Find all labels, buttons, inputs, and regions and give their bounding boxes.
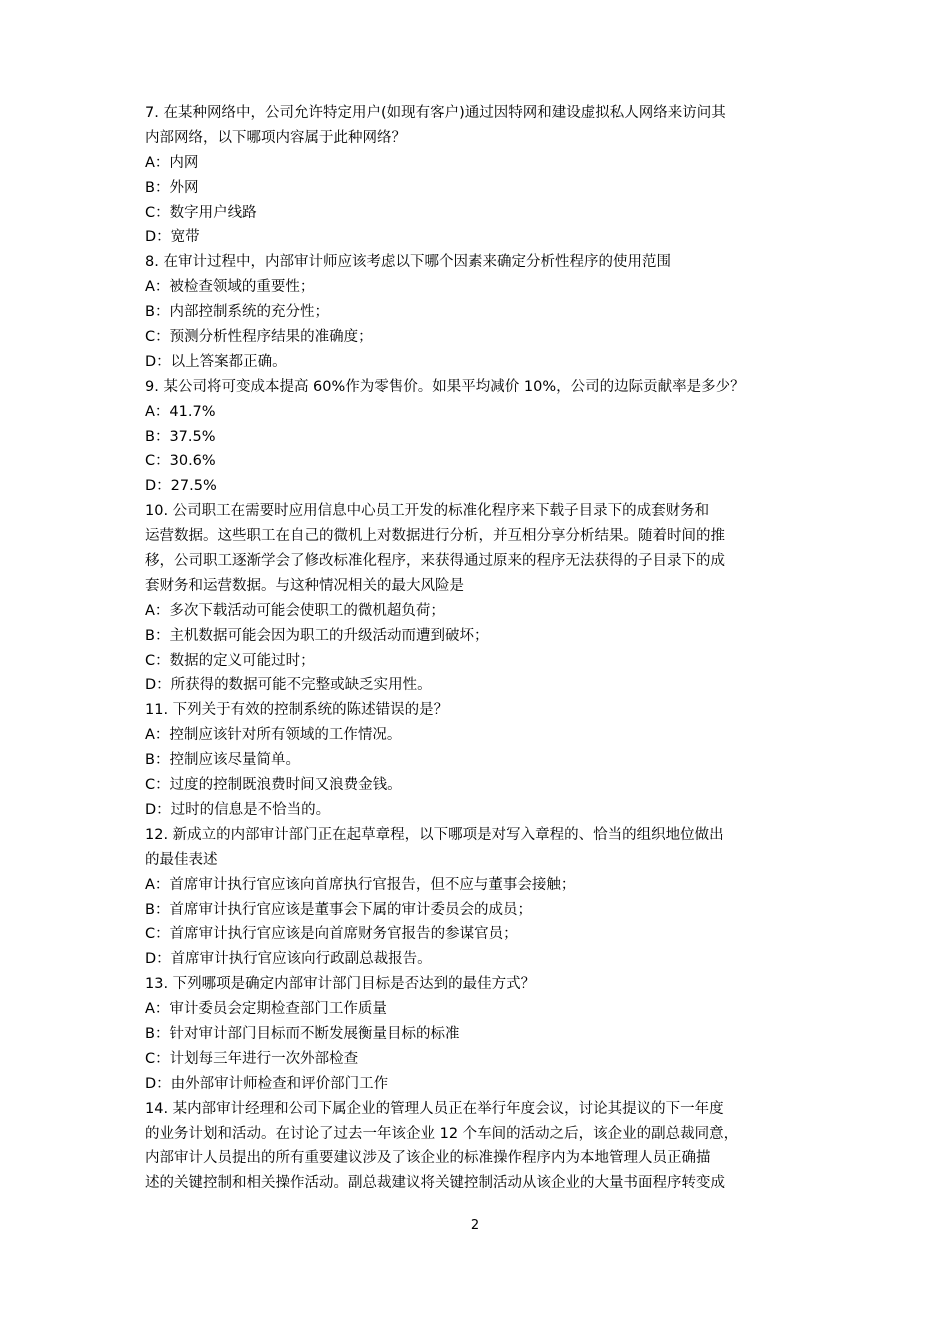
text-line: A：41.7%: [145, 403, 216, 420]
page-number: 2: [470, 1218, 480, 1233]
text-line: A：多次下载活动可能会使职工的微机超负荷；: [145, 602, 445, 619]
text-line: 11. 下列关于有效的控制系统的陈述错误的是？: [145, 702, 449, 719]
text-line: 7. 在某种网络中，公司允许特定用户(如现有客户)通过因特网和建设虚拟私人网络来访问其: [145, 105, 726, 121]
text-line: 运营数据。这些职工在自己的微机上对数据进行分析，并互相分享分析结果。随着时间的推: [145, 528, 725, 545]
text-line: 10. 公司职工在需要时应用信息中心员工开发的标准化程序来下载子目录下的成套财务和: [145, 503, 710, 520]
text-line: A：内网: [145, 154, 199, 171]
text-line: A：被检查领域的重要性；: [145, 279, 315, 296]
text-line: 移，公司职工逐渐学会了修改标准化程序，来获得通过原来的程序无法获得的子目录下的成: [145, 553, 725, 570]
text-line: D：宽带: [145, 229, 200, 246]
text-line: D：以上答案都正确。: [145, 353, 287, 370]
text-line: 套财务和运营数据。与这种情况相关的最大风险是: [145, 577, 464, 594]
text-line: 9. 某公司将可变成本提高 60%作为零售价。如果平均减价 10%，公司的边际贡献率是多少？: [145, 378, 745, 395]
text-line: B：外网: [145, 179, 199, 196]
text-line: C：数据的定义可能过时；: [145, 652, 315, 669]
text-line: A：控制应该针对所有领域的工作情况。: [145, 727, 402, 744]
text-line: 的最佳表述: [145, 851, 218, 868]
text-line: 12. 新成立的内部审计部门正在起草章程，以下哪项是对写入章程的、恰当的组织地位做出: [145, 826, 724, 843]
text-line: D：所获得的数据可能不完整或缺乏实用性。: [145, 677, 432, 694]
text-line: C：数字用户线路: [145, 204, 257, 221]
text-line: B：37.5%: [145, 428, 216, 445]
text-line: 14. 某内部审计经理和公司下属企业的管理人员正在举行年度会议，讨论其提议的下一年度: [145, 1100, 724, 1117]
text-line: 的业务计划和活动。在讨论了过去一年该企业 12 个车间的活动之后，该企业的副总裁同意，: [145, 1125, 739, 1142]
text-line: C：预测分析性程序结果的准确度；: [145, 329, 373, 346]
text-line: B：首席审计执行官应该是董事会下属的审计委员会的成员；: [145, 901, 532, 918]
document-body: [145, 101, 817, 1196]
text-line: 内部网络，以下哪项内容属于此种网络？: [145, 129, 406, 146]
text-line: B：主机数据可能会因为职工的升级活动而遭到破坏；: [145, 627, 489, 644]
text-line: D：27.5%: [145, 478, 217, 495]
text-line: 8. 在审计过程中，内部审计师应该考虑以下哪个因素来确定分析性程序的使用范围: [145, 254, 671, 271]
text-line: 述的关键控制和相关操作活动。副总裁建议将关键控制活动从该企业的大量书面程序转变成: [145, 1175, 725, 1192]
text-line: C：过度的控制既浪费时间又浪费金钱。: [145, 777, 402, 794]
text-line: A：审计委员会定期检查部门工作质量: [145, 1001, 387, 1018]
text-line: D：过时的信息是不恰当的。: [145, 801, 331, 818]
text-line: D：由外部审计师检查和评价部门工作: [145, 1075, 389, 1092]
text-line: C：30.6%: [145, 453, 216, 470]
text-line: B：控制应该尽量简单。: [145, 752, 300, 769]
text-line: 13. 下列哪项是确定内部审计部门目标是否达到的最佳方式？: [145, 976, 536, 993]
text-line: D：首席审计执行官应该向行政副总裁报告。: [145, 951, 432, 968]
text-line: B：针对审计部门目标而不断发展衡量目标的标准: [145, 1025, 460, 1042]
text-line: C：首席审计执行官应该是向首席财务官报告的参谋官员；: [145, 926, 518, 943]
text-line: C：计划每三年进行一次外部检查: [145, 1050, 359, 1067]
text-line: A：首席审计执行官应该向首席执行官报告，但不应与董事会接触；: [145, 876, 576, 893]
text-line: B：内部控制系统的充分性；: [145, 304, 329, 321]
text-line: 内部审计人员提出的所有重要建议涉及了该企业的标准操作程序内为本地管理人员正确描: [145, 1150, 711, 1167]
